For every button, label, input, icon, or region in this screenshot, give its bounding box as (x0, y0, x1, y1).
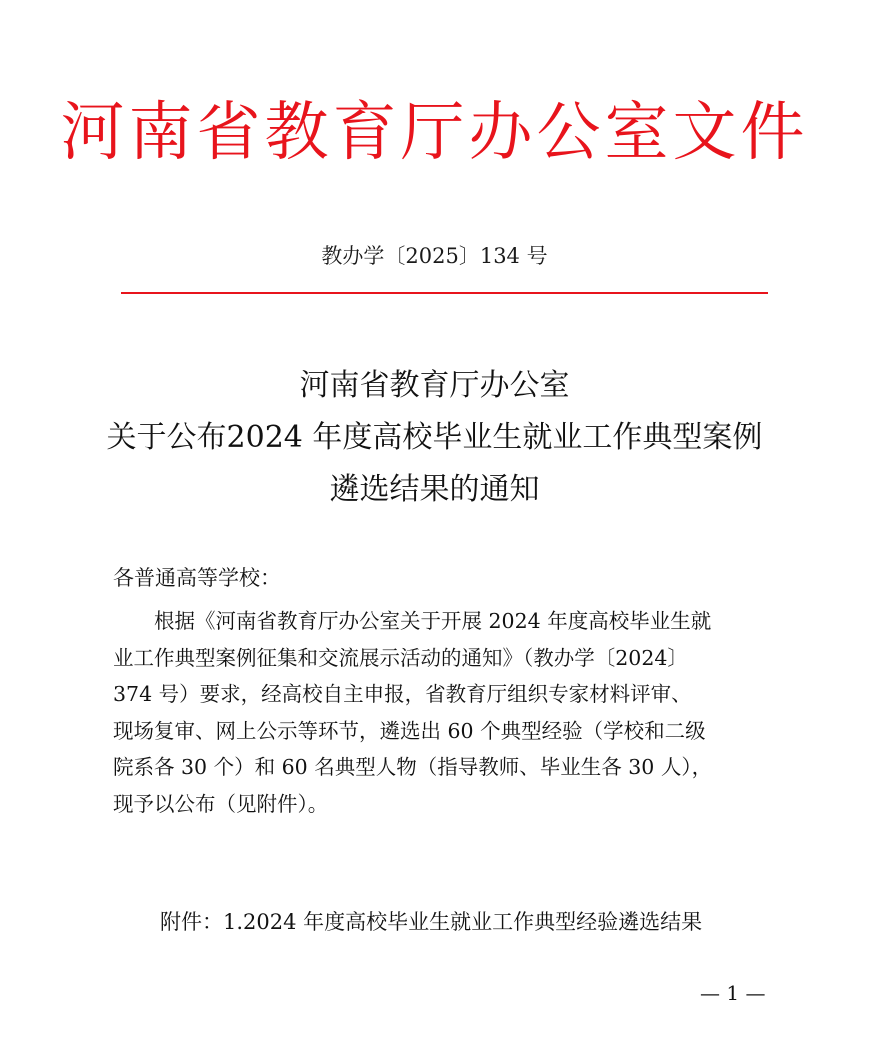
document-title (0, 360, 869, 516)
masthead-title: 河南省教育厅办公室文件 (60, 96, 809, 170)
body-line: 现场复审、网上公示等环节，遴选出 60 个典型经验（学校和二级 (113, 718, 706, 743)
body-line: 院系各 30 个）和 60 名典型人物（指导教师、毕业生各 30 人）， (113, 755, 713, 779)
body-line: 业工作典型案例征集和交流展示活动的通知》（教办学〔2024〕 (113, 645, 688, 670)
body-line: 根据《河南省教育厅办公室关于开展 2024 年度高校毕业生就 (113, 609, 712, 633)
document-number: 教办学〔2025〕134 号 (321, 244, 548, 268)
salutation: 各普通高等学校： (113, 566, 281, 590)
red-divider (121, 292, 768, 294)
title-line-1: 河南省教育厅办公室 (299, 368, 570, 403)
title-line-3: 遴选结果的通知 (329, 472, 540, 507)
title-line-2: 关于公布2024 年度高校毕业生就业工作典型案例 (106, 420, 763, 455)
body-line: 现予以公布（见附件）。 (113, 791, 329, 816)
page-number: — 1 — (700, 981, 766, 1005)
body-line: 374 号）要求，经高校自主申报，省教育厅组织专家材料评审、 (113, 682, 692, 706)
attachment-line: 附件：1.2024 年度高校毕业生就业工作典型经验遴选结果 (160, 910, 703, 934)
body-paragraph (113, 603, 773, 822)
